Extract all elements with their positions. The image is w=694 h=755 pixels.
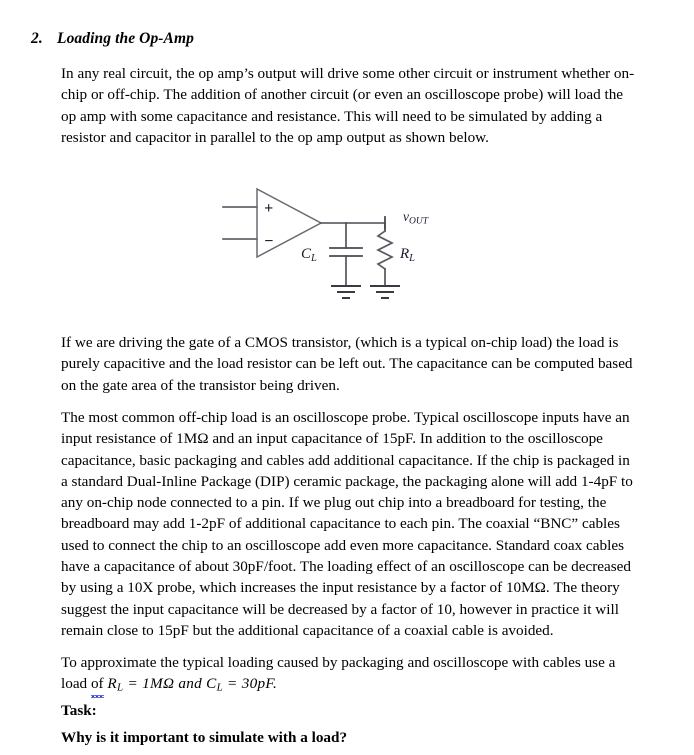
ground-symbol-resistor: [370, 286, 400, 298]
ground-symbol-capacitor: [331, 286, 361, 298]
vout-label: vOUT: [403, 209, 429, 227]
resistor-label: $R_L$: [400, 246, 416, 264]
capacitor-label: $C_L$: [301, 246, 317, 264]
load-formula: $R_L = 1M\Omega$ and $C_L = 30pF$.: [107, 675, 278, 694]
resistor-zigzag: [378, 231, 392, 269]
minus-input-label: −: [264, 233, 274, 250]
op-amp-with-load-circuit: [200, 176, 450, 311]
paragraph-approximation: [61, 652, 639, 699]
plus-input-label: +: [264, 200, 274, 217]
task-label: Task:: [61, 702, 97, 719]
paragraph-intro: In any real circuit, the op amp’s output will drive some other circuit or instrument whether on-chip or off-chip. The addition of another circuit (or even an oscilloscope probe) will load the op amp with some capacitance and resistance. This will need to be simulated by adding a resistor and capacitor in parallel to the op amp output as shown below.: [61, 65, 635, 146]
section-number: 2.: [31, 30, 43, 47]
task-question: Why is it important to simulate with a load?: [61, 729, 348, 746]
spellcheck-word-of: of: [91, 673, 104, 694]
approximation-text: To approximate the typical loading caused by packaging and oscilloscope with cables use a load: [61, 654, 616, 693]
section-title: Loading the Op-Amp: [57, 30, 195, 47]
paragraph-cmos-load: If we are driving the gate of a CMOS transistor, (which is a typical on-chip load) the load is purely capacitive and the load resistor can be left out. The capacitance can be computed based on the gate area of the transistor being driven.: [61, 334, 633, 394]
page-title: [31, 30, 671, 48]
paragraph-oscilloscope-load: The most common off-chip load is an oscilloscope probe. Typical oscilloscope inputs have an input resistance of 1MΩ and an input capacitance of 15pF. In addition to the oscilloscope capacitance, basic packaging and cables add additional capacitance. If the chip is packaged in a standard Dual-Inline Package (DIP) ceramic package, the packaging alone will add 1-4pF to any on-chip node connected to a pin. If we plug out chip into a breadboard for testing, the breadboard may add 1-2pF of additional capacitance to each pin. The coaxial “BNC” cables used to connect the chip to an oscilloscope add even more capacitance. Standard coax cables have a capacitance of about 30pF/foot. The loading effect of an oscilloscope can be decreased by using a 10X probe, which increases the input resistance by a factor of 10MΩ. The theory suggest the input capacitance will be decreased by a factor of 10, however in practice it will remain close to 15pF but the additional capacitance of a coaxial cable is avoided.: [61, 409, 633, 639]
